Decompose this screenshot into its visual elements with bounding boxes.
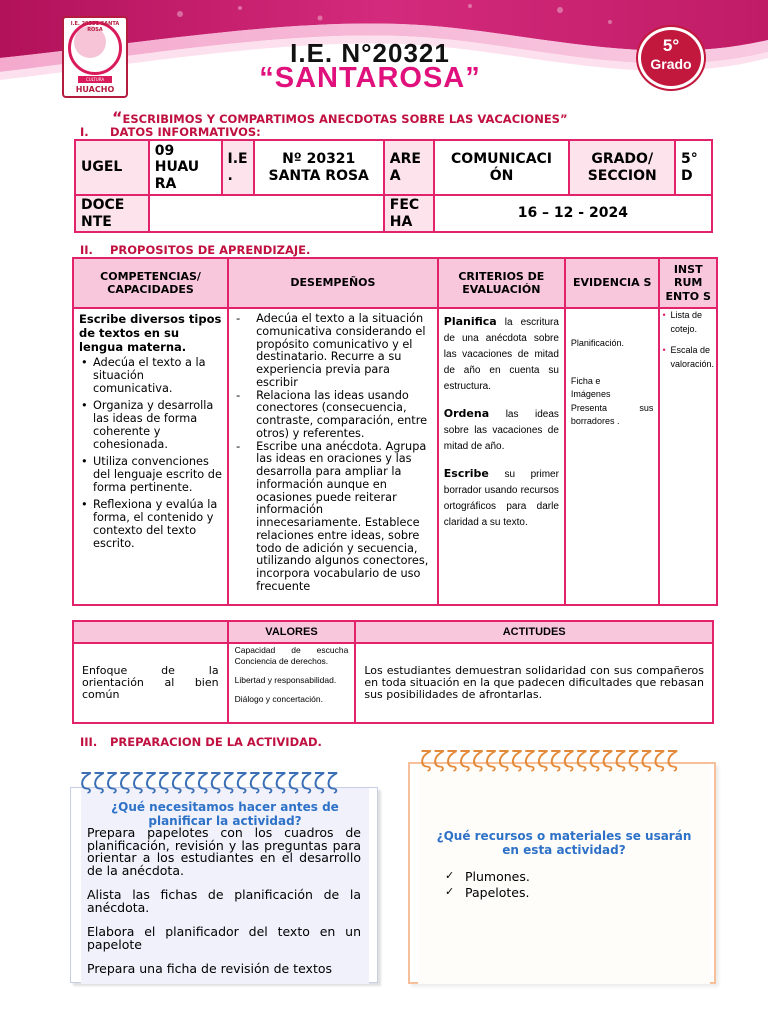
col-header-desempenos: DESEMPEÑOS (228, 258, 438, 308)
session-title-text: ESCRIBIMOS Y COMPARTIMOS ANECDOTAS SOBRE LAS VACACIONES” (122, 112, 568, 126)
area-value: COMUNICACI ÓN (434, 140, 570, 195)
section-2-label: PROPOSITOS DE APRENDIZAJE. (110, 243, 311, 257)
ie-label: I.E . (222, 140, 254, 195)
capacidades-list (79, 356, 222, 550)
docente-label: DOCE NTE (75, 195, 149, 232)
competencia-title: Escribe diversos tipos de textos en su lengua materna. (79, 312, 222, 354)
capacidad-item: • Reflexiona y evalúa la forma, el contenido y contexto del texto escrito. (79, 498, 222, 550)
valores-cell (228, 643, 356, 723)
grado-value: 5° D (675, 140, 712, 195)
instrumentos-list (662, 309, 714, 371)
note-left-body (87, 827, 361, 988)
grade-badge (638, 27, 704, 89)
school-subtitle: “SANTAROSA” (259, 62, 481, 94)
instrumento-item: • Escala de valoración. (662, 344, 714, 371)
col-header-evidencias: EVIDENCIA S (565, 258, 660, 308)
grado-label: GRADO/ SECCION (569, 140, 675, 195)
criterio-escribe (444, 465, 559, 531)
section-1-number: I. (80, 125, 89, 139)
grade-number: 5° (662, 36, 680, 55)
logo-school-name: I.E. 20321 SANTA ROSA (70, 21, 120, 33)
spiral-binding-icon: ζζζζζζζζζζζζζζζζζζζζ (420, 748, 680, 773)
desempeno-item: - Escribe una anécdota. Agrupa las ideas en oraciones y las desarrolla para ampliar la información aunque en ocasiones puede reiterar información innecesariamente. Establece relaciones entre ideas, sobre todo de adición y secuencia, utilizando algunos conectores, incorpora vocabulario de uso frecuente (234, 441, 432, 594)
criterio-planifica (444, 313, 559, 395)
material-item: ✓ Papelotes. (443, 885, 530, 901)
propositos-table (72, 257, 718, 606)
ugel-label: UGEL (75, 140, 149, 195)
section-3-title (80, 735, 322, 749)
valor-item: Libertad y responsabilidad. (234, 675, 337, 686)
desempenos-list (234, 313, 432, 594)
section-3-number: III. (80, 735, 98, 749)
desempeno-item: - Adecúa el texto a la situación comunicativa considerando el propósito comunicativo y el destinatario. Recurre a su experiencia previa para escribir (234, 313, 432, 390)
school-title: I.E. N°20321 (290, 38, 450, 68)
desempenos-cell (228, 308, 438, 605)
section-1-title (80, 125, 261, 139)
section-2-number: II. (80, 243, 93, 257)
criterio-text: su primer borrador usando recursos ortográficos para darle claridad a su texto. (443, 469, 559, 528)
col-header-instrumentos: INST RUM ENTO S (659, 258, 717, 308)
section-1-label: DATOS INFORMATIVOS: (110, 125, 261, 139)
note-right-question: ¿Qué recursos o materiales se usarán en esta actividad? (436, 829, 692, 857)
grade-label: Grado (650, 56, 692, 72)
note-left-paragraph: Prepara papelotes con los cuadros de planificación, revisión y las preguntas para orientar a los estudiantes en el desarrollo de la anécdota. (87, 825, 361, 878)
criterio-verb: Planifica (443, 315, 497, 328)
criterio-text: las ideas sobre las vacaciones de mitad de año. (443, 409, 559, 452)
spiral-binding-icon: ζζζζζζζζζζζζζζζζζζζζ (80, 770, 340, 795)
col-header-valores: VALORES (228, 621, 356, 643)
evidencia-item: Ficha e Imágenes (570, 375, 611, 399)
desempeno-item: - Relaciona las ideas usando conectores (consecuencia, contraste, comparación, entre otros) y referentes. (234, 390, 432, 441)
materials-list (443, 869, 530, 902)
col-header-actitudes: ACTITUDES (355, 621, 713, 643)
enfoque-table (72, 620, 714, 724)
fecha-label: FEC HA (384, 195, 434, 232)
fecha-value: 16 – 12 - 2024 (434, 195, 712, 232)
note-left-paragraph: Elabora el planificador del texto en un papelote (87, 924, 361, 952)
valor-item: Diálogo y concertación. (234, 694, 323, 705)
note-left-paragraph: Alista las fichas de planificación de la anécdota. (87, 887, 361, 915)
valor-item: Capacidad de escucha Conciencia de derechos. (234, 645, 349, 667)
section-2-title (80, 243, 310, 257)
ie-value: Nº 20321 SANTA ROSA (254, 140, 384, 195)
logo-ribbon: CULTURA (78, 76, 112, 83)
criterio-verb: Escribe (443, 467, 489, 480)
session-title-quote: “ (112, 108, 123, 127)
instrumentos-cell (659, 308, 717, 605)
criterios-cell (438, 308, 565, 605)
enfoque-name: Enfoque de la orientación al bien común (73, 643, 228, 723)
col-header-competencias: COMPETENCIAS/ CAPACIDADES (73, 258, 228, 308)
note-left-paragraph: Prepara una ficha de revisión de textos (87, 961, 333, 976)
note-left-question: ¿Qué necesitamos hacer antes de planificar la actividad? (111, 800, 339, 828)
col-header-criterios: CRITERIOS DE EVALUACIÓN (438, 258, 565, 308)
capacidad-item: • Organiza y desarrolla las ideas de forma coherente y cohesionada. (79, 399, 222, 451)
school-logo (62, 16, 128, 98)
logo-city: HUACHO (75, 85, 115, 94)
criterio-ordena (444, 405, 559, 455)
instrumento-item: • Lista de cotejo. (662, 309, 714, 336)
material-item: ✓ Plumones. (443, 869, 530, 885)
col-header-enfoque (73, 621, 228, 643)
competencias-cell (73, 308, 228, 605)
evidencia-item: Planificación. (570, 338, 624, 348)
criterio-text: la escritura de una anécdota sobre las vacaciones de mitad de año en cuenta su estructura. (443, 317, 559, 392)
docente-value[interactable] (149, 195, 384, 232)
evidencia-item: Presenta sus borradores . (570, 402, 654, 426)
capacidad-item: • Adecúa el texto a la situación comunicativa. (79, 356, 222, 395)
datos-table (74, 139, 713, 233)
area-label: ARE A (384, 140, 434, 195)
evidencias-cell (565, 308, 660, 605)
section-3-label: PREPARACION DE LA ACTIVIDAD. (110, 735, 322, 749)
ugel-value: 09 HUAU RA (149, 140, 222, 195)
actitudes-text: Los estudiantes demuestran solidaridad con sus compañeros en toda situación en la que padecen dificultades que rebasan sus posibilidades de afrontarlas. (355, 643, 713, 723)
capacidad-item: • Utiliza convenciones del lenguaje escrito de forma pertinente. (79, 455, 222, 494)
criterio-verb: Ordena (443, 407, 490, 420)
